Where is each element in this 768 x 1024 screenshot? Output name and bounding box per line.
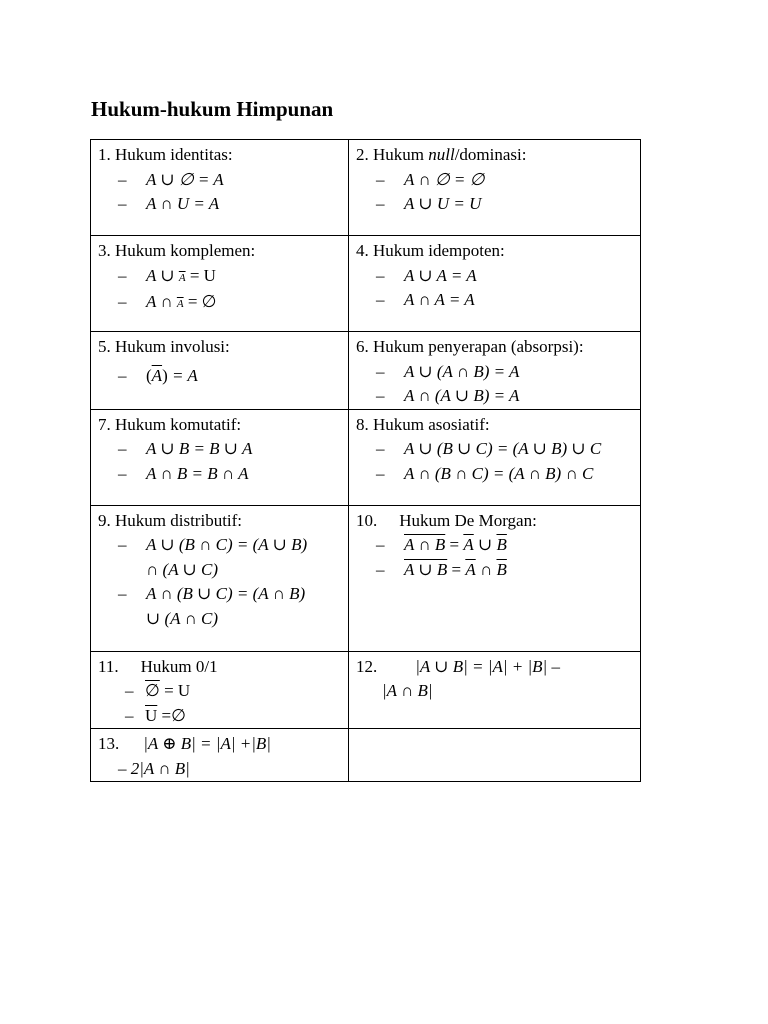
table-row (91, 729, 641, 782)
law-cell-7 (91, 409, 349, 505)
law-item: – A ∪ (B ∪ C) = (A ∪ B) ∪ C (376, 439, 602, 458)
law-formula-continuation: |A ∩ B| (382, 681, 433, 700)
page-title: Hukum-hukum Himpunan (91, 97, 334, 121)
law-heading: 4. Hukum idempoten: (356, 241, 505, 260)
law-cell-2 (349, 140, 641, 236)
law-cell-6 (349, 332, 641, 410)
law-item: – A ∪ ∅ = A (118, 169, 224, 189)
table-row (91, 332, 641, 410)
law-heading: 2. Hukum null/dominasi: (356, 145, 527, 164)
law-heading: 1. Hukum identitas: (98, 145, 233, 164)
law-item: – A ∩ U = A (118, 194, 220, 213)
law-item: – A ∪ A = A (376, 265, 477, 285)
law-cell-8 (349, 409, 641, 505)
law-heading: 7. Hukum komutatif: (98, 414, 242, 434)
table-row (91, 651, 641, 729)
law-item: – A ∩ (B ∪ C) = (A ∩ B) (118, 584, 306, 603)
law-item: – $(\overline{A}) = A$ (118, 365, 198, 385)
law-item: – A ∩ $\overline{A}$ = ∅ (118, 292, 217, 311)
law-heading: 12. |A ∪ B| = |A| + |B| – (356, 656, 560, 676)
law-item: – A ∩ $B = \overline{A}$ ∪ $\overline{B}$ (376, 535, 507, 554)
law-item: – A ∪ $\overline{A} = U$ (118, 265, 216, 285)
law-item-continuation: ∩ (A ∪ C) (146, 559, 219, 579)
law-heading: 3. Hukum komplemen: (98, 241, 256, 260)
law-heading: 9. Hukum distributif: (98, 510, 243, 530)
table-row (91, 236, 641, 332)
table-row (91, 140, 641, 236)
law-item: – A ∩ (B ∩ C) = (A ∩ B) ∩ C (376, 463, 594, 483)
law-item: – ∅ = U (125, 681, 191, 700)
table-row (91, 505, 641, 651)
law-cell-3 (91, 236, 349, 332)
empty-cell (349, 729, 641, 782)
law-cell-1 (91, 140, 349, 236)
law-item: – A ∪ $B = \overline{A}$ ∩ $\overline{B}$ (376, 559, 507, 579)
law-cell-9 (91, 505, 349, 651)
law-cell-10 (349, 505, 641, 651)
law-cell-12 (349, 651, 641, 729)
law-cell-4 (349, 236, 641, 332)
law-item: – A ∪ (A ∩ B) = A (376, 361, 520, 381)
law-formula-continuation: – 2|A ∩ B| (118, 758, 190, 778)
law-item: – A ∩ (A ∪ B) = A (376, 386, 520, 405)
law-heading: 11. Hukum 0/1 (98, 656, 218, 676)
law-item: – A ∩ A = A (376, 290, 475, 309)
law-item: – A ∪ (B ∩ C) = (A ∪ B) (118, 535, 308, 554)
law-cell-11 (91, 651, 349, 729)
law-heading: 6. Hukum penyerapan (absorpsi): (356, 337, 584, 356)
law-item: – A ∩ ∅ = ∅ (376, 169, 485, 189)
law-cell-5 (91, 332, 349, 410)
law-item: – A ∩ B = B ∩ A (118, 463, 249, 483)
law-heading: 5. Hukum involusi: (98, 337, 230, 356)
law-cell-13 (91, 729, 349, 782)
law-item-continuation: ∪ (A ∩ C) (146, 608, 219, 628)
law-heading: 13. |A ⊕ B| = |A| +|B| (98, 734, 271, 753)
law-item: – A ∪ B = B ∪ A (118, 439, 253, 458)
laws-table (90, 139, 641, 782)
law-item: – A ∪ U = U (376, 194, 482, 213)
law-heading: 10. Hukum De Morgan: (356, 510, 537, 530)
law-item: – $\overline{U}$ =∅ (125, 705, 186, 725)
law-heading: 8. Hukum asosiatif: (356, 414, 490, 434)
table-row (91, 409, 641, 505)
